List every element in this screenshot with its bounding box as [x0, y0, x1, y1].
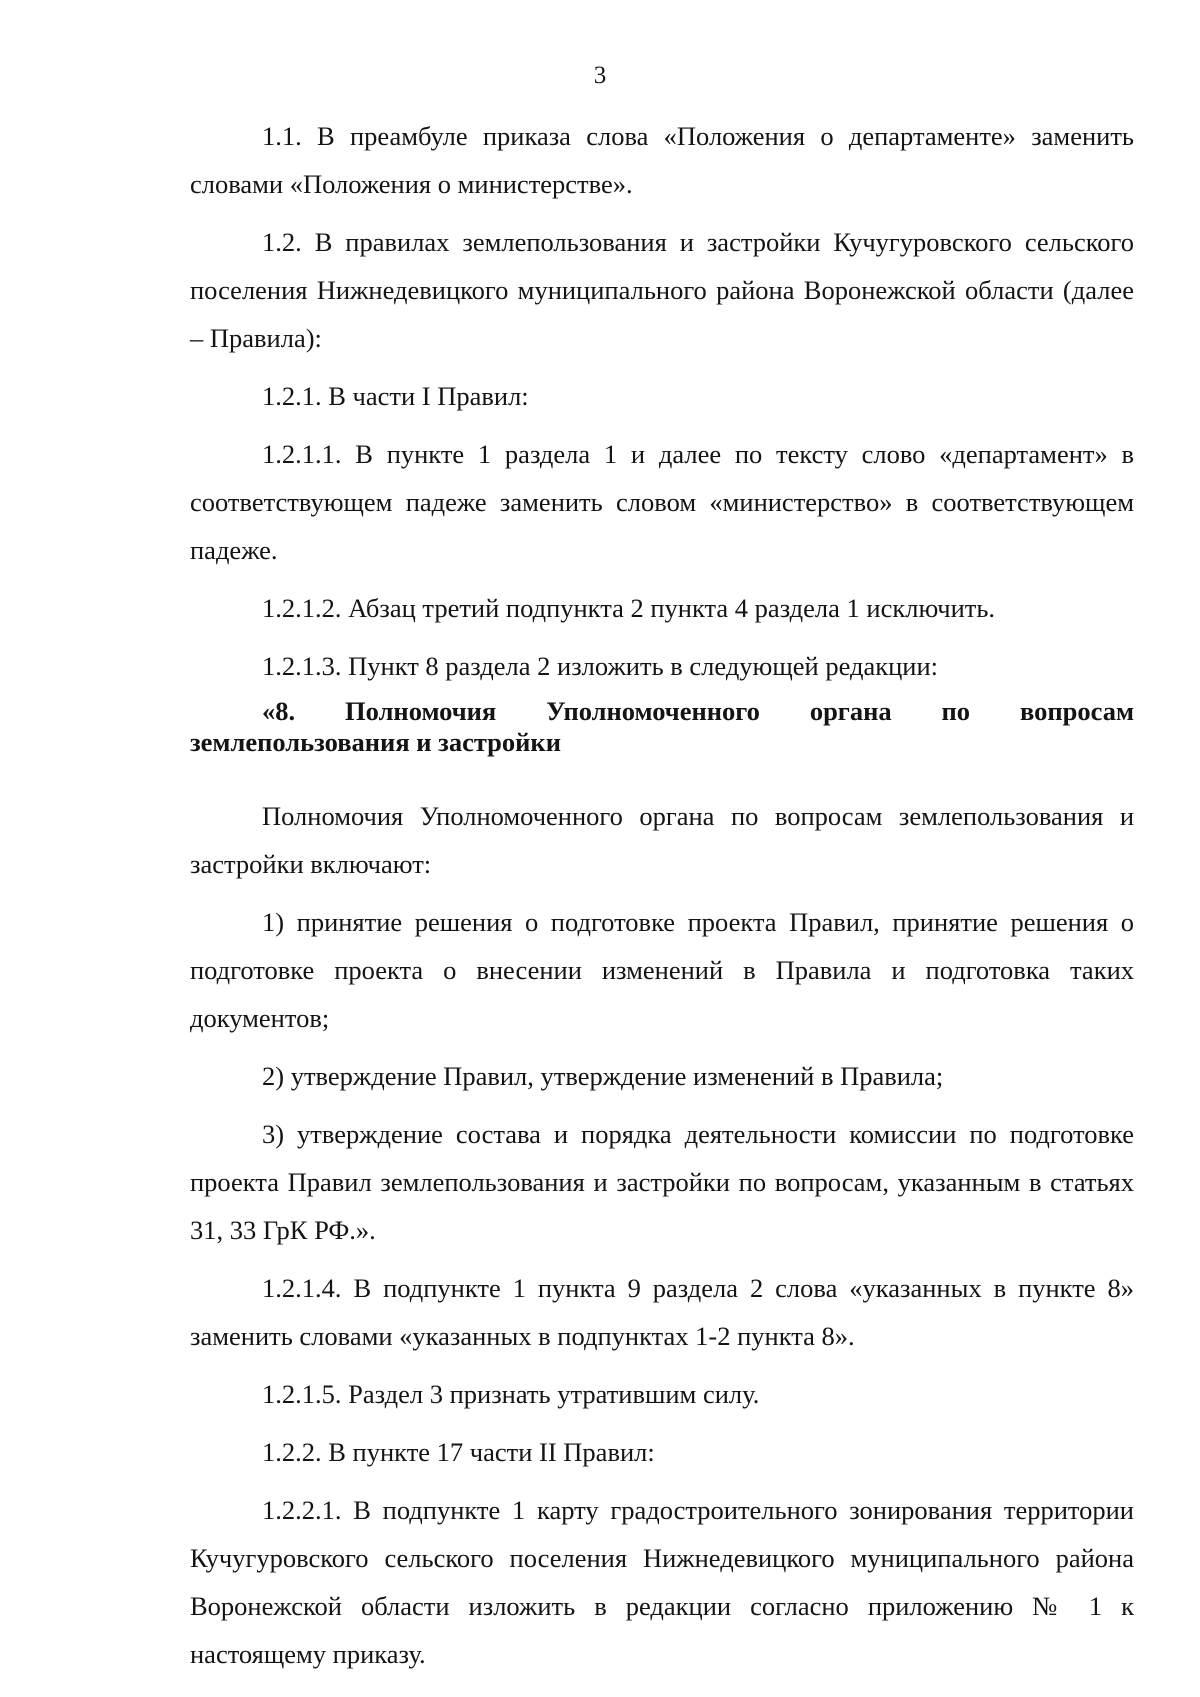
paragraph-1-1: 1.1. В преамбуле приказа слова «Положения о департаменте» заменить словами «Положения о министерстве».	[190, 121, 1134, 199]
paragraph-1-2: 1.2. В правилах землепользования и застройки Кучугуровского сельского поселения Нижнедевицкого муниципального района Воронежской области (далее – Правила):	[190, 227, 1134, 353]
paragraph-1-2-2-1: 1.2.2.1. В подпункте 1 карту градостроительного зонирования территории Кучугуровского сельского поселения Нижнедевицкого муниципального района Воронежской области изложить в редакции согласно приложению № 1 к настоящему приказу.	[190, 1495, 1134, 1669]
paragraph-1-2-1-3: 1.2.1.3. Пункт 8 раздела 2 изложить в следующей редакции:	[262, 651, 939, 681]
paragraph-1-2-1: 1.2.1. В части I Правил:	[262, 381, 529, 411]
list-item-3: 3) утверждение состава и порядка деятельности комиссии по подготовке проекта Правил землепользования и застройки по вопросам, указанным в статьях 31, 33 ГрК РФ.».	[190, 1119, 1134, 1245]
paragraph-1-2-2: 1.2.2. В пункте 17 части II Правил:	[262, 1437, 655, 1467]
intro-paragraph: Полномочия Уполномоченного органа по вопросам землепользования и застройки включают:	[190, 801, 1134, 879]
paragraph-1-2-1-4: 1.2.1.4. В подпункте 1 пункта 9 раздела 2 слова «указанных в пункте 8» заменить словами «указанных в подпунктах 1-2 пункта 8».	[190, 1273, 1134, 1351]
paragraph-1-2-1-2: 1.2.1.2. Абзац третий подпункта 2 пункта 4 раздела 1 исключить.	[262, 593, 996, 623]
list-item-2: 2) утверждение Правил, утверждение изменений в Правила;	[262, 1061, 944, 1091]
list-item-1: 1) принятие решения о подготовке проекта Правил, принятие решения о подготовке проекта о внесении изменений в Правила и подготовка таких документов;	[190, 907, 1134, 1033]
paragraph-1-2-1-1: 1.2.1.1. В пункте 1 раздела 1 и далее по тексту слово «департамент» в соответствующем падеже заменить словом «министерство» в соответствующем падеже.	[190, 439, 1134, 565]
document-body	[190, 112, 1134, 1688]
page-number: 3	[593, 62, 607, 89]
section-heading: «8. Полномочия Уполномоченного органа по вопросам землепользования и застройки	[190, 696, 1134, 757]
paragraph-1-2-1-5: 1.2.1.5. Раздел 3 признать утратившим силу.	[262, 1379, 760, 1409]
